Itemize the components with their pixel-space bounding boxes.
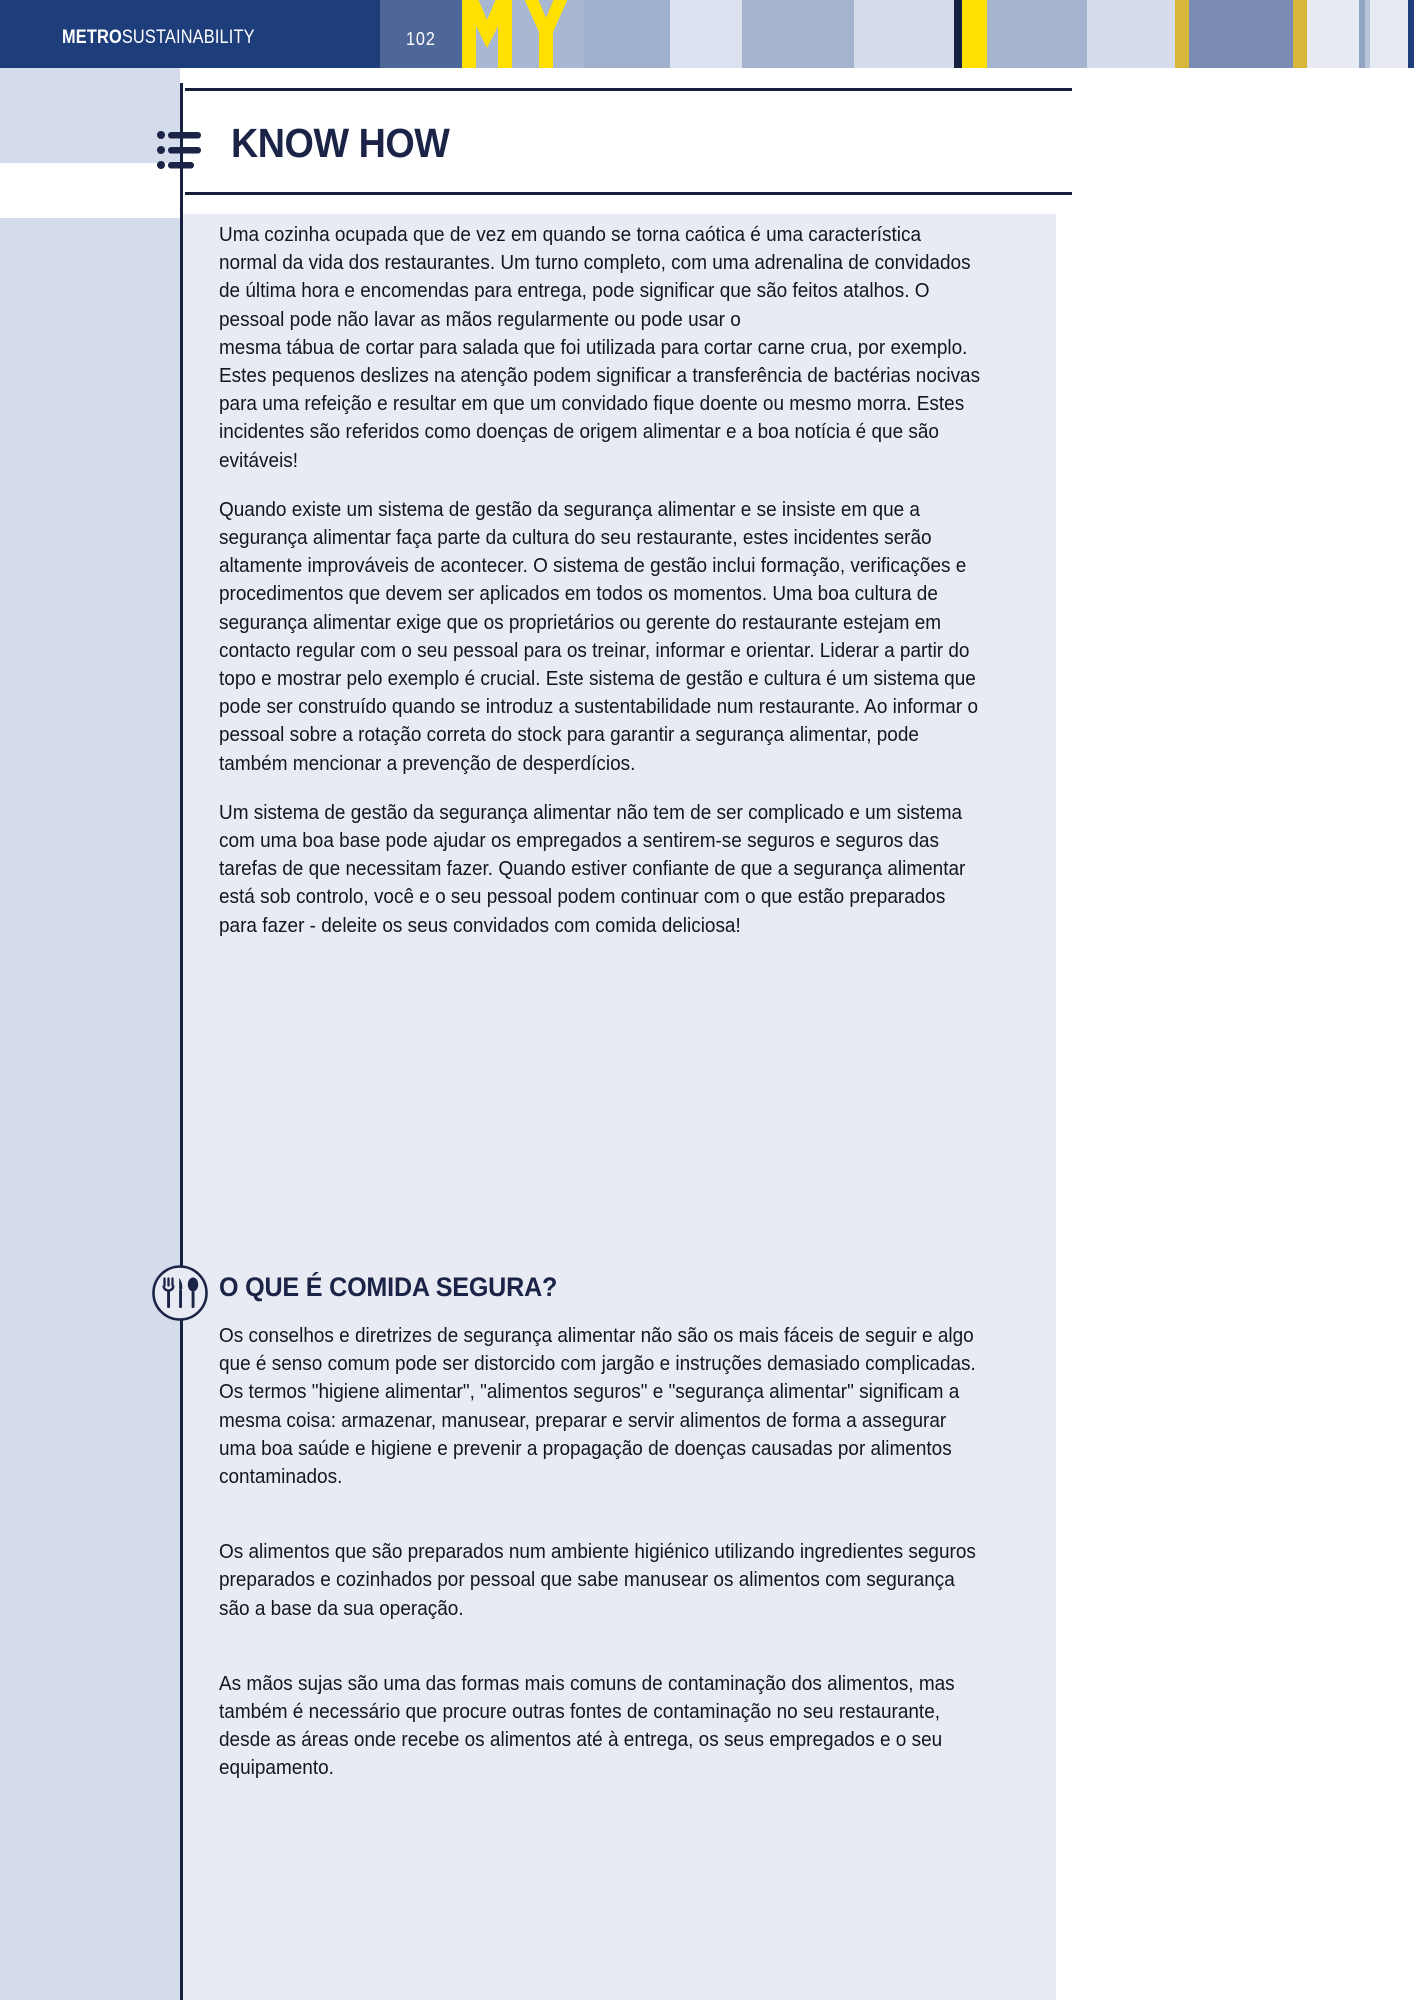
left-rail-white-notch [0,163,180,218]
section-paragraph: Os alimentos que são preparados num ambiente higiénico utilizando ingredientes seguros preparados e cozinhados por pessoal que sabe manusear os alimentos com segurança são a base da sua operação. [219,1541,976,1620]
header-stripe [962,0,987,68]
header-stripe [1293,0,1307,68]
section-paragraph: Os conselhos e diretrizes de segurança alimentar não são os mais fáceis de seguir e algo que é senso comum pode ser distorcido com jargão e instruções demasiado complicadas. [219,1325,976,1376]
article-paragraph: Um sistema de gestão da segurança alimentar não tem de ser complicado e um sistema com uma boa base pode ajudar os empregados a sentirem-se seguros e seguros das tarefas de que necessitam fazer. Quando estiver confiante de que a segurança alimentar está sob controlo, você e o seu pessoal podem continuar com o que estão preparados para fazer - deleite os seus convidados com comida deliciosa! [219,801,966,937]
article-content [219,221,979,961]
section-two-content [219,1322,979,1804]
left-margin-rail [0,68,180,2000]
header-stripe [1408,0,1414,68]
brand-metro: METRO [62,27,122,48]
header-stripe [670,0,742,68]
page-right-whitespace [1056,214,1414,2000]
section-paragraph: Os termos "higiene alimentar", "alimentos seguros" e "segurança alimentar" significam a mesma coisa: armazenar, manusear, preparar e servir alimentos de forma a assegurar uma boa saúde e higiene e prevenir a propagação de doenças causadas por alimentos contaminados. [219,1381,960,1489]
header-stripe [1087,0,1175,68]
section-heading: O QUE É COMIDA SEGURA? [219,1272,558,1302]
page-header-bar [0,0,1414,68]
article-paragraph: mesma tábua de cortar para salada que foi utilizada para cortar carne crua, por exemplo. Estes pequenos deslizes na atenção podem significar a transferência de bactérias nocivas para uma refeição e resultar em que um convidado fique doente ou mesmo morra. Estes incidentes são referidos como doenças de origem alimentar e a boa notícia é que são evitáveis! [219,336,981,472]
header-stripe [854,0,954,68]
title-rule-top [185,88,1072,91]
header-stripe [584,0,670,68]
header-stripe [742,0,854,68]
article-paragraph: Uma cozinha ocupada que de vez em quando se torna caótica é uma característica normal da vida dos restaurantes. Um turno completo, com uma adrenalina de convidados de última hora e encomendas para entrega, pode significar que são feitos atalhos. O pessoal pode não lavar as mãos regularmente ou pode usar o [219,224,971,331]
header-stripe [1370,0,1408,68]
brand-sustainability: SUSTAINABILITY [121,27,255,48]
header-stripe [987,0,1087,68]
bulleted-list-icon [157,130,201,170]
header-stripe [1175,0,1189,68]
header-stripe [1307,0,1359,68]
header-stripe [1189,0,1293,68]
my-logo [460,0,580,68]
cutlery-icon [151,1264,209,1322]
brand-logo [62,27,255,49]
section-paragraph: As mãos sujas são uma das formas mais comuns de contaminação dos alimentos, mas também é necessário que procure outras fontes de contaminação no seu restaurante, desde as áreas onde recebe os alimentos até à entrega, os seus empregados e o seu equipamento. [219,1672,955,1780]
page-number: 102 [406,29,436,49]
header-stripe [954,0,962,68]
article-paragraph: Quando existe um sistema de gestão da segurança alimentar e se insiste em que a segurança alimentar faça parte da cultura do seu restaurante, estes incidentes serão altamente improváveis de acontecer. O sistema de gestão inclui formação, verificações e procedimentos que devem ser aplicados em todos os momentos. Uma boa cultura de segurança alimentar exige que os proprietários ou gerente do restaurante estejam em contacto regular com o seu pessoal para os treinar, informar e orientar. Liderar a partir do topo e mostrar pelo exemplo é crucial. Este sistema de gestão e cultura é um sistema que pode ser construído quando se introduz a sustentabilidade num restaurante. Ao informar o pessoal sobre a rotação correta do stock para garantir a segurança alimentar, pode também mencionar a prevenção de desperdícios. [219,498,979,775]
page-title: KNOW HOW [231,120,450,166]
title-rule-bottom [185,192,1072,195]
